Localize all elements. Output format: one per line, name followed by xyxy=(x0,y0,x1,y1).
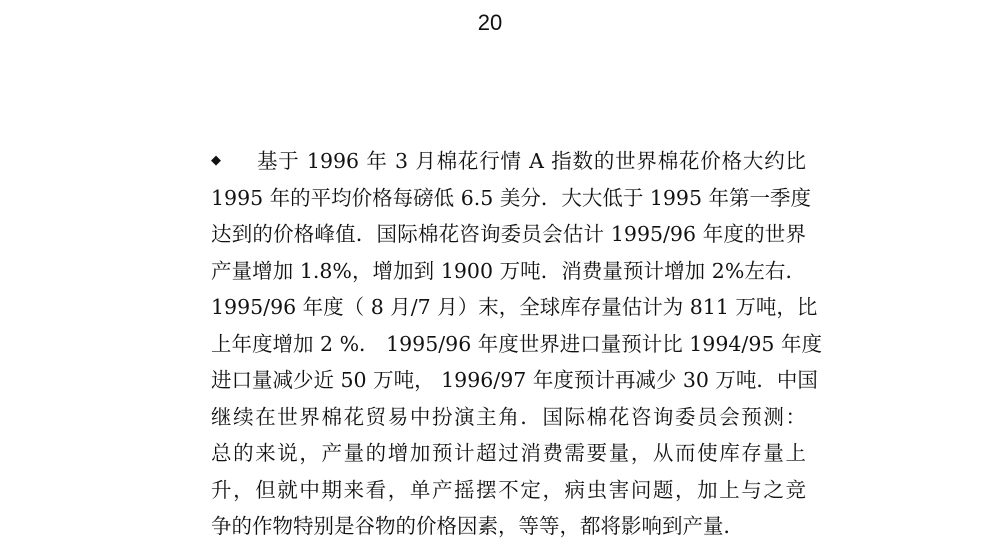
bullet-item xyxy=(211,143,806,180)
bullet-paragraph xyxy=(211,143,822,545)
paragraph-line: 1995/96 年度（ 8 月/7 月）末，全球库存量估计为 811 万吨，比 xyxy=(211,295,818,319)
paragraph-line: 进口量减少近 50 万吨， 1996/97 年度预计再减少 30 万吨．中国 xyxy=(211,368,818,392)
page-number: 20 xyxy=(477,10,503,35)
paragraph-line: 1995 年的平均价格每磅低 6.5 美分．大大低于 1995 年第一季度 xyxy=(211,185,812,210)
paragraph-line: 继续在世界棉花贸易中扮演主角．国际棉花咨询委员会预测： xyxy=(211,404,806,429)
paragraph-line: 总的来说，产量的增加预计超过消费需要量，从而使库存量上 xyxy=(211,441,806,465)
paragraph-line: 产量增加 1.8%，增加到 1900 万吨．消费量预计增加 2%左右． xyxy=(211,258,806,283)
paragraph-line: 争的作物特别是谷物的价格因素，等等，都将影响到产量． xyxy=(211,514,744,538)
paragraph-line: 基于 1996 年 3 月棉花行情 A 指数的世界棉花价格大约比 xyxy=(257,149,806,173)
paragraph-line: 升，但就中期来看，单产摇摆不定，病虫害问题，加上与之竞 xyxy=(211,477,806,502)
paragraph-line: 上年度增加 2 %． 1995/96 年度世界进口量预计比 1994/95 年度 xyxy=(211,331,822,356)
paragraph-line: 达到的价格峰值．国际棉花咨询委员会估计 1995/96 年度的世界 xyxy=(211,222,806,246)
diamond-bullet-icon: ◆ xyxy=(211,153,221,168)
